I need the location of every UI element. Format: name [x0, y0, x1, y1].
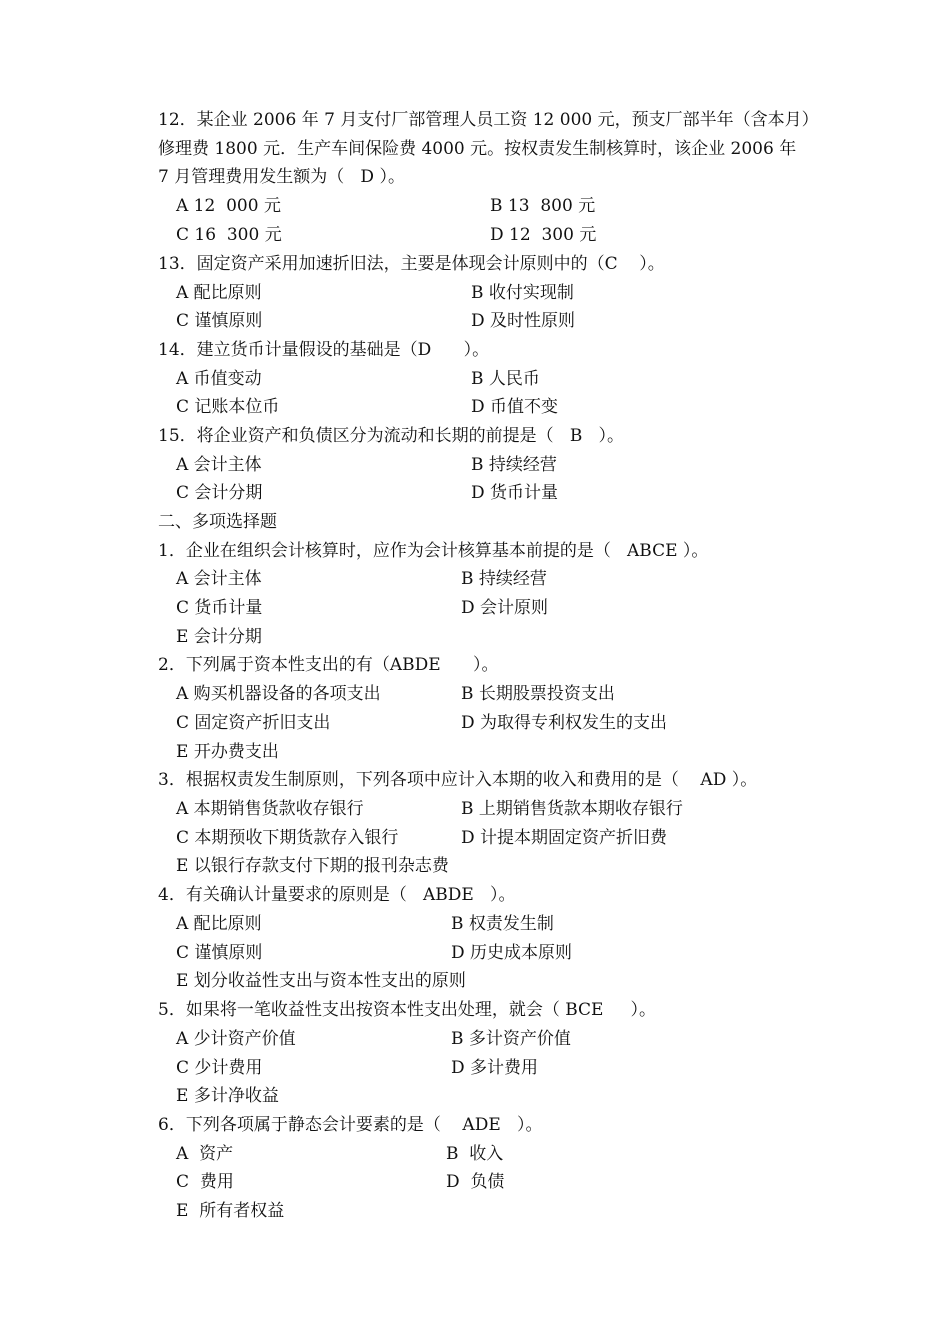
q15-option-d: D 货币计量 — [471, 483, 559, 503]
m6-option-e: E 所有者权益 — [176, 1201, 285, 1221]
m3-option-d: D 计提本期固定资产折旧费 — [461, 828, 668, 848]
q14-option-c: C 记账本位币 — [176, 397, 280, 417]
m2-option-d: D 为取得专利权发生的支出 — [461, 713, 668, 733]
q14-option-a: A 币值变动 — [176, 369, 262, 389]
q14-stem: 14．建立货币计量假设的基础是（D ）。 — [158, 340, 490, 360]
m6-stem: 6．下列各项属于静态会计要素的是（ ADE ）。 — [158, 1115, 543, 1135]
m1-option-b: B 持续经营 — [461, 569, 547, 589]
m3-option-c: C 本期预收下期货款存入银行 — [176, 828, 399, 848]
m4-option-d: D 历史成本原则 — [451, 943, 573, 963]
m5-option-b: B 多计资产价值 — [451, 1029, 571, 1049]
section-heading-multiple-choice: 二、多项选择题 — [158, 512, 277, 532]
q12-option-b: B 13 800 元 — [490, 196, 596, 216]
q15-stem: 15．将企业资产和负债区分为流动和长期的前提是（ B ）。 — [158, 426, 625, 446]
q14-option-d: D 币值不变 — [471, 397, 559, 417]
q12-stem-line1: 12．某企业 2006 年 7 月支付厂部管理人员工资 12 000 元，预支厂部半年（含本月） — [158, 110, 819, 130]
m6-option-a: A 资产 — [176, 1144, 234, 1164]
q12-stem-line2: 修理费 1800 元．生产车间保险费 4000 元。按权责发生制核算时，该企业 2006 年 — [158, 139, 797, 159]
m2-option-a: A 购买机器设备的各项支出 — [176, 684, 381, 704]
q13-option-b: B 收付实现制 — [471, 283, 574, 303]
m2-option-e: E 开办费支出 — [176, 742, 279, 762]
m3-option-a: A 本期销售货款收存银行 — [176, 799, 364, 819]
q13-option-d: D 及时性原则 — [471, 311, 576, 331]
m4-option-b: B 权责发生制 — [451, 914, 554, 934]
q15-option-c: C 会计分期 — [176, 483, 263, 503]
m5-option-e: E 多计净收益 — [176, 1086, 279, 1106]
m1-option-d: D 会计原则 — [461, 598, 549, 618]
m1-option-c: C 货币计量 — [176, 598, 263, 618]
m3-option-b: B 上期销售货款本期收存银行 — [461, 799, 683, 819]
m4-option-c: C 谨慎原则 — [176, 943, 263, 963]
q13-option-c: C 谨慎原则 — [176, 311, 263, 331]
m1-option-e: E 会计分期 — [176, 627, 262, 647]
m3-stem: 3．根据权责发生制原则，下列各项中应计入本期的收入和费用的是（ AD ）。 — [158, 770, 758, 790]
q12-option-c: C 16 300 元 — [176, 225, 282, 245]
q12-stem-line3: 7 月管理费用发生额为（ D ）。 — [158, 167, 405, 187]
m1-option-a: A 会计主体 — [176, 569, 262, 589]
q12-option-a: A 12 000 元 — [176, 196, 281, 216]
m4-option-a: A 配比原则 — [176, 914, 262, 934]
m2-stem: 2．下列属于资本性支出的有（ABDE ）。 — [158, 655, 499, 675]
q15-option-a: A 会计主体 — [176, 455, 262, 475]
m5-option-d: D 多计费用 — [451, 1058, 539, 1078]
m2-option-b: B 长期股票投资支出 — [461, 684, 615, 704]
q13-stem: 13．固定资产采用加速折旧法，主要是体现会计原则中的（C ）。 — [158, 254, 665, 274]
m6-option-b: B 收入 — [446, 1144, 504, 1164]
m5-option-c: C 少计费用 — [176, 1058, 263, 1078]
m4-stem: 4．有关确认计量要求的原则是（ ABDE ）。 — [158, 885, 516, 905]
m5-stem: 5．如果将一笔收益性支出按资本性支出处理，就会（ BCE ）。 — [158, 1000, 656, 1020]
m1-stem: 1．企业在组织会计核算时，应作为会计核算基本前提的是（ ABCE ）。 — [158, 541, 709, 561]
m6-option-c: C 费用 — [176, 1172, 234, 1192]
m4-option-e: E 划分收益性支出与资本性支出的原则 — [176, 971, 466, 991]
q15-option-b: B 持续经营 — [471, 455, 557, 475]
m2-option-c: C 固定资产折旧支出 — [176, 713, 331, 733]
q12-option-d: D 12 300 元 — [490, 225, 597, 245]
m5-option-a: A 少计资产价值 — [176, 1029, 296, 1049]
m3-option-e: E 以银行存款支付下期的报刊杂志费 — [176, 856, 449, 876]
q13-option-a: A 配比原则 — [176, 283, 262, 303]
m6-option-d: D 负债 — [446, 1172, 505, 1192]
q14-option-b: B 人民币 — [471, 369, 540, 389]
